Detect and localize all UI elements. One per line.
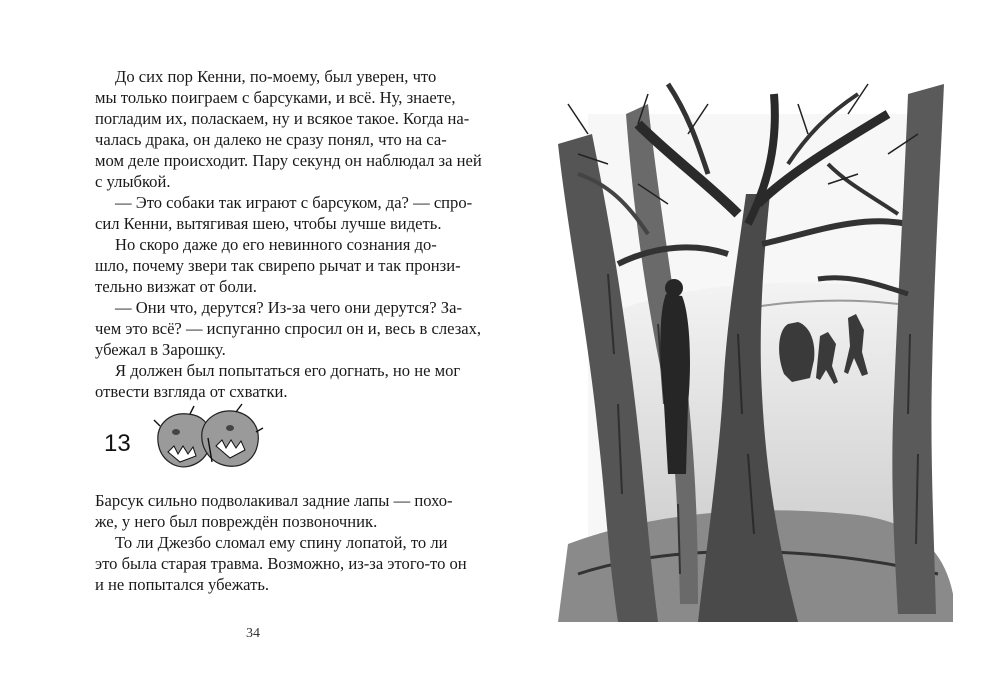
page-number: 34 — [246, 626, 260, 641]
text-line: Барсук сильно подволакивал задние лапы — похо- — [95, 491, 453, 510]
text-line: же, у него был повреждён позвоночник. — [95, 512, 378, 531]
text-line: чалась драка, он далеко не сразу понял, что на са- — [95, 130, 447, 149]
forest-illustration — [548, 74, 958, 622]
dog-heads-illustration — [150, 402, 265, 482]
text-line: До сих пор Кенни, по-моему, был уверен, что — [115, 67, 437, 86]
text-line: убежал в Зарошку. — [95, 340, 226, 359]
text-block-1 — [95, 66, 482, 402]
text-line: — Они что, дерутся? Из-за чего они дерутся? За- — [115, 298, 462, 317]
text-line: мом деле происходит. Пару секунд он наблюдал за ней — [95, 151, 482, 170]
text-line: — Это собаки так играют с барсуком, да? — спро- — [115, 193, 473, 212]
text-block-2 — [95, 490, 467, 595]
text-line: и не попытался убежать. — [95, 575, 270, 594]
text-line: чем это всё? — испуганно спросил он и, весь в слезах, — [95, 319, 482, 338]
text-line: мы только поиграем с барсуками, и всё. Ну, знаете, — [95, 88, 456, 107]
right-page — [500, 0, 1000, 689]
text-line: То ли Джезбо сломал ему спину лопатой, то ли — [115, 533, 448, 552]
text-line: с улыбкой. — [95, 172, 171, 191]
text-line: погладим их, поласкаем, ну и всякое такое. Когда на- — [95, 109, 470, 128]
text-line: это была старая травма. Возможно, из-за этого-то он — [95, 554, 467, 573]
text-line: Но скоро даже до его невинного сознания до- — [115, 235, 437, 254]
text-line: отвести взгляда от схватки. — [95, 382, 288, 401]
text-line: сил Кенни, вытягивая шею, чтобы лучше видеть. — [95, 214, 442, 233]
text-line: шло, почему звери так свирепо рычат и так пронзи- — [95, 256, 461, 275]
chapter-number: 13 — [104, 430, 131, 457]
text-line: тельно визжат от боли. — [95, 277, 257, 296]
text-line: Я должен был попытаться его догнать, но не мог — [115, 361, 461, 380]
